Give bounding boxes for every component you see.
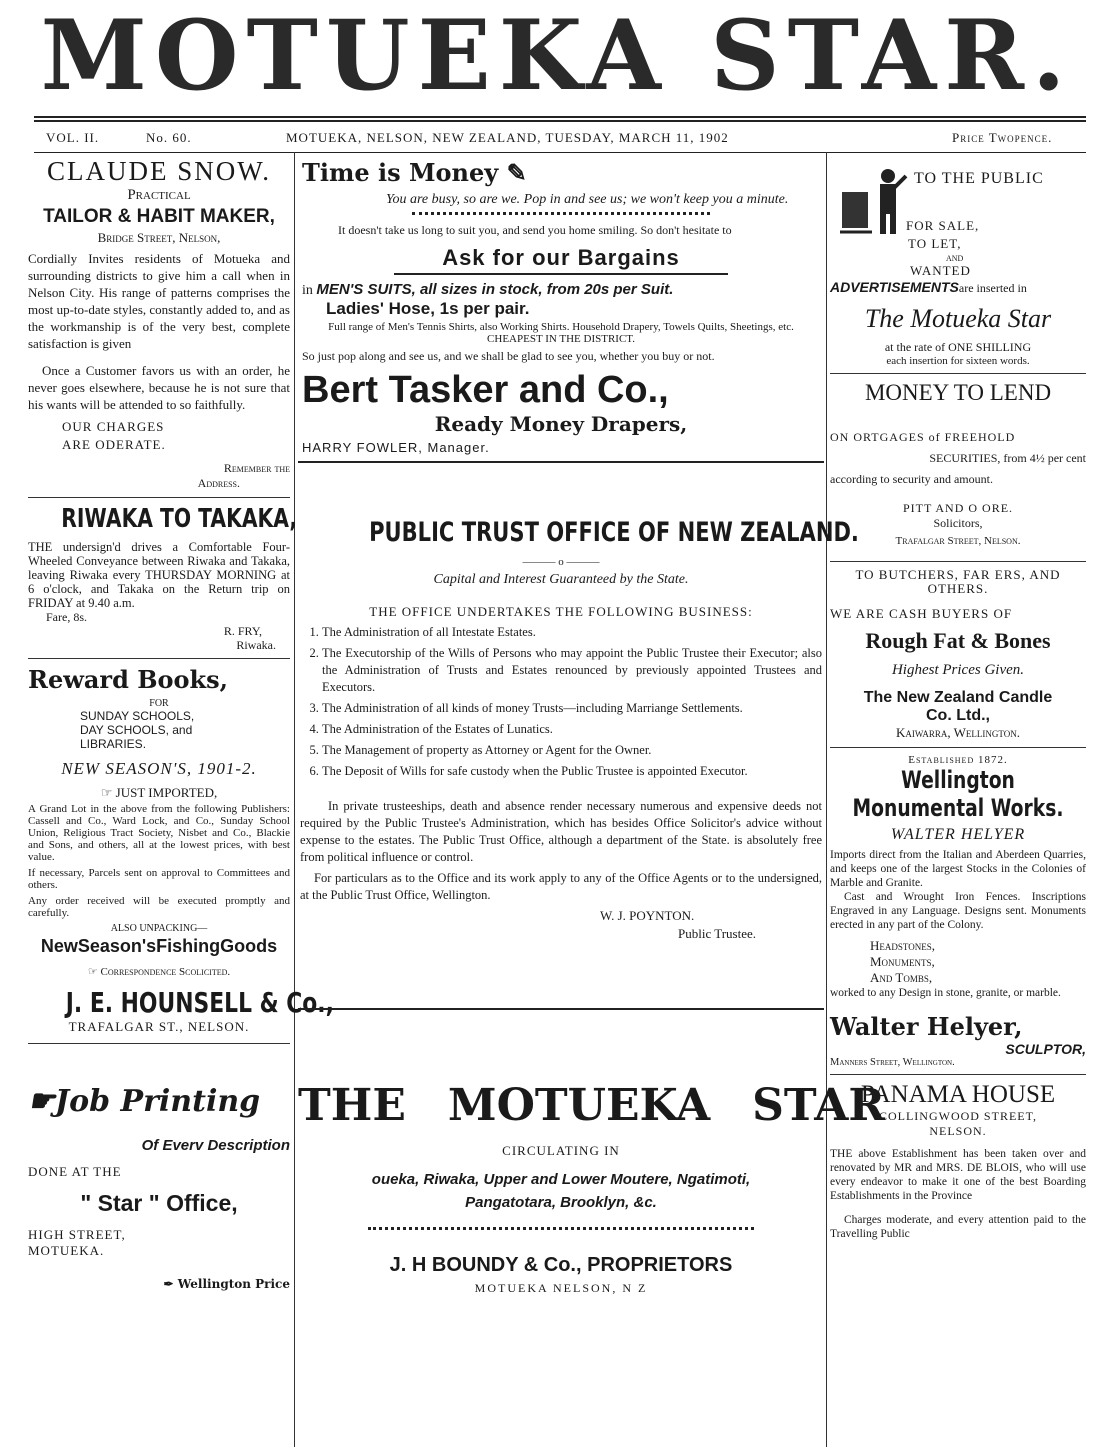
job-sub: Of Everv Description	[141, 1137, 290, 1154]
tasker-pop: So just pop along and see us, and we shall be glad to see you, whether you buy or not.	[302, 349, 715, 363]
column-left	[28, 152, 334, 1453]
public-l2: TO LET,	[908, 236, 962, 251]
money-street: Trafalgar Street, Nelson.	[895, 535, 1021, 547]
money-l1: ON ORTGAGES of FREEHOLD	[830, 430, 1016, 444]
ornament-rule	[368, 1227, 754, 1234]
sign-man-icon	[836, 162, 908, 238]
trust-sig2: Public Trustee.	[678, 926, 757, 941]
price: Price Twopence.	[952, 130, 1053, 145]
tasker-suits-in: in	[302, 283, 313, 298]
divider	[298, 461, 824, 463]
tasker-ask: Ask for our Bargains	[442, 245, 680, 270]
ornament-rule	[412, 212, 710, 219]
job-printing-ad	[28, 1084, 290, 1291]
mon-h1: Headstones,	[870, 938, 935, 953]
snow-charges2: ARE ODERATE.	[62, 437, 166, 452]
mon-owner: WALTER HELYER	[890, 826, 1026, 843]
star-the: THE	[298, 1080, 406, 1131]
tasker-p1: It doesn't take us long to suit you, and send you home smiling. So don't hesitate to	[338, 223, 732, 237]
public-l1: FOR SALE,	[906, 218, 980, 233]
star-address: MOTUEKA NELSON, N Z	[474, 1281, 648, 1295]
star-motueka: MOTUEKA	[447, 1080, 711, 1131]
books-parcels: If necessary, Parcels sent on approval to Committees and others.	[28, 867, 290, 891]
mon-body2: Cast and Wrought Iron Fences. Inscriptions Engraved in any Language. Designs sent. Monuments erected in any part of the Colony.	[830, 891, 1086, 931]
public-l4: WANTED	[910, 263, 971, 278]
snow-tailor: TAILOR & HABIT MAKER,	[43, 206, 275, 227]
tasker-range: Full range of Men's Tennis Shirts, also Working Shirts. Household Drapery, Towels Quilts, Sheetings, etc. CHEAPEST IN THE DISTRICT.	[328, 321, 794, 345]
public-adv: ADVERTISEMENTS	[830, 279, 959, 295]
pen-icon: ✎	[506, 158, 527, 187]
books-order: Any order received will be executed promptly and carefully.	[28, 895, 290, 919]
mon-sig: Walter Helyer,	[830, 1012, 1023, 1041]
pointing-hand-icon: ☞	[100, 785, 113, 800]
butchers-prices: Highest Prices Given.	[891, 662, 1025, 678]
butchers-co2: Co. Ltd.,	[926, 707, 990, 724]
money-firm: PITT AND O ORE.	[902, 501, 1014, 515]
tasker-lead: You are busy, so are we. Pop in and see us; we won't keep you a minute.	[386, 192, 789, 207]
divider	[298, 1008, 824, 1010]
trust-p2: For particulars as to the Office and its work apply to any of the Office Agents or to the undersigned, at the Public Trust Office, Wellington.	[300, 871, 822, 902]
mon-street: Manners Street, Wellington.	[830, 1057, 955, 1068]
issue-number: No. 60.	[146, 130, 192, 145]
trust-sub: Capital and Interest Guaranteed by the State.	[433, 572, 689, 587]
books-firm: J. E. HOUNSELL & Co.,	[65, 986, 334, 1019]
mon-title: Wellington Monumental Works.	[852, 766, 1064, 822]
books-l1: SUNDAY SCHOOLS,	[80, 709, 195, 723]
mon-sculptor: SCULPTOR,	[1005, 1041, 1086, 1057]
job-street: HIGH STREET,	[28, 1227, 126, 1242]
dateline	[34, 126, 1086, 150]
riwaka-takaka-ad	[28, 504, 298, 652]
star-star: STAR	[752, 1080, 885, 1131]
mon-h3: And Tombs,	[870, 970, 933, 985]
books-lot: A Grand Lot in the above from the following Publishers: Cassell and Co., Ward Lock, and Co., Sunday School Union, Religious Tract Society, Nisbet and Co., Blackie and Sons, and others, all at the lowest prices, with best value.	[28, 803, 290, 863]
job-office: " Star " Office,	[80, 1190, 238, 1216]
trust-item: 4. The Administration of the Estates of Lunatics.	[322, 721, 822, 738]
mon-worked: worked to any Design in stone, granite, or marble.	[830, 987, 1061, 999]
tasker-suits: MEN'S SUITS, all sizes in stock, from 20s per Suit.	[316, 281, 674, 298]
public-l3: AND	[946, 254, 964, 263]
trust-item: 3. The Administration of all kinds of money Trusts—including Marriange Settlements.	[322, 700, 822, 717]
star-proprietors: J. H BOUNDY & Co., PROPRIETORS	[389, 1254, 733, 1276]
column-right	[830, 152, 1086, 1453]
public-title: TO THE PUBLIC	[914, 170, 1044, 187]
public-trust-ad: PUBLIC TRUST OFFICE OF NEW ZEALAND. ——— o ——— Capital and Interest Guaranteed by the State. THE OFFICE UNDERTAKES THE FOLLOWING BUSINESS: 1. The Administration of all Intestate Estates. 2. The Executorship of the Wills of Persons who may appoint the Public Trustee their Executor; also the Administration of Trusts and Estates renounced by previously appointed Trustees and Executors. 3. The Administration of all kinds of money Trusts—including Marriange Settlements. 4. The Administration of the Estates of Lunatics. 5. The Management of property as Attorney or Agent for the Owner. 6. The Deposit of Wills for safe custody when the Public Trustee is appointed Executor. In private trusteeships, death and absence render necessary numerous and expensive deeds not required by the Public Trustee's Administration, which has besides Office Solicitor's advice without expense to the estates. The Public Trust Office, although a department of the State. is absolutely free from political influence or control. For particulars as to the Office and its work apply to any of the Office Agents or to the undersigned, at the Public Trust Office, Wellington. W. J. POYNTON. Public Trustee.	[298, 517, 824, 942]
books-season: NEW SEASON'S, 1901-2.	[61, 759, 257, 778]
riwaka-fare: Fare, 8s.	[46, 610, 87, 624]
trust-item: 1. The Administration of all Intestate Estates.	[322, 624, 822, 641]
masthead-rule	[34, 116, 1086, 118]
masthead-title: MOTUEKA STAR.	[40, 0, 1074, 112]
money-l2: SECURITIES, from 4½ per cent	[929, 451, 1086, 465]
column-divider-1	[294, 152, 295, 1447]
snow-charges1: OUR CHARGES	[62, 419, 165, 434]
monumental-works-ad	[830, 754, 1086, 1068]
trust-sig1: W. J. POYNTON.	[600, 908, 695, 923]
tasker-hose: Ladies' Hose, 1s per pair.	[326, 299, 530, 318]
star-circulating: CIRCULATING IN	[502, 1143, 620, 1158]
books-imported: JUST IMPORTED,	[115, 785, 218, 800]
panama-street: COLLINGWOOD STREET,	[878, 1109, 1038, 1123]
divider	[830, 373, 1086, 374]
pen-nib-icon: ✒	[163, 1277, 174, 1291]
job-title: Job Printing	[54, 1084, 261, 1119]
trust-p1: In private trusteeships, death and absence render necessary numerous and expensive deeds not required by the Public Trustee's Administration, which has besides Office Solicitor's advice without expense to the estates. The Public Trust Office, although a department of the State. is absolutely free from political influence or control.	[300, 799, 822, 864]
butchers-title: TO BUTCHERS, FAR ERS, AND OTHERS.	[855, 567, 1061, 596]
panama-town: NELSON.	[929, 1124, 987, 1138]
masthead-rule-2	[34, 120, 1086, 122]
trust-item: 5. The Management of property as Attorney or Agent for the Owner.	[322, 742, 822, 759]
tasker-sub: Ready Money Drapers,	[434, 412, 688, 436]
job-foot: Wellington Price	[177, 1277, 290, 1291]
snow-street: Bridge Street, Nelson,	[97, 230, 221, 245]
public-paper: The Motueka Star	[864, 304, 1052, 333]
snow-practical: Practical	[127, 187, 191, 203]
mon-body: Imports direct from the Italian and Aberdeen Quarries, and keeps one of the largest Stocks in the Colonies of Marble and Granite.	[830, 849, 1086, 889]
books-l3: LIBRARIES.	[80, 737, 147, 751]
job-town: MOTUEKA.	[28, 1243, 105, 1258]
bert-tasker-ad	[298, 158, 824, 455]
pointing-hand-icon: ☞	[87, 966, 98, 978]
job-done: DONE AT THE	[28, 1164, 122, 1179]
snow-remember1: Remember the	[223, 461, 290, 475]
riwaka-sig1: R. FRY,	[223, 624, 262, 638]
butchers-co3: Kaiwarra, Wellington.	[896, 725, 1020, 740]
mon-h2: Monuments,	[870, 954, 935, 969]
snow-name: CLAUDE SNOW.	[46, 156, 271, 186]
public-rate2: each insertion for sixteen words.	[886, 355, 1030, 367]
books-for: FOR	[149, 698, 169, 709]
column-divider-2	[826, 152, 827, 1447]
tasker-manager: HARRY FOWLER, Manager.	[302, 440, 490, 455]
butchers-fat: Rough Fat & Bones	[865, 628, 1051, 653]
mon-est: Established 1872.	[908, 754, 1008, 766]
trust-divider: o	[558, 556, 564, 568]
pointing-hand-icon: ☛	[28, 1084, 55, 1119]
ask-underline	[394, 273, 728, 275]
column-center	[298, 152, 885, 1453]
masthead	[0, 0, 1114, 112]
money-title: MONEY TO LEND	[864, 380, 1052, 405]
butchers-co1: The New Zealand Candle	[863, 689, 1053, 706]
books-title: Reward Books,	[28, 665, 229, 694]
to-the-public-ad	[830, 152, 1086, 367]
riwaka-title: RIWAKA TO TAKAKA,	[61, 504, 298, 534]
panama-body: THE above Establishment has been taken over and renovated by MR and MRS. DE BLOIS, who will use every endeavor to make it one of the best Boarding Establishments in the Province	[830, 1148, 1086, 1202]
money-l3: according to security and amount.	[830, 472, 993, 486]
snow-body: Cordially Invites residents of Motueka and surrounding districts to give him a call when in Nelson City. His range of patterns comprises the most up-to-date styles, constantly added to, and as the workmanship is of the very best, complete satisfaction is given	[28, 251, 290, 351]
reward-books-ad	[28, 665, 334, 1035]
riwaka-sig2: Riwaka.	[236, 638, 276, 652]
riwaka-body: THE undersign'd drives a Comfortable Four-Wheeled Conveyance between Riwaka and Takaka, leaving Riwaka every THURSDAY MORNING at 6 o'clock, and Takaka on the Return trip on FRIDAY at 9.40 a.m.	[28, 540, 290, 610]
claude-snow-ad	[28, 156, 290, 491]
snow-body2: Once a Customer favors us with an order, he never goes elsewhere, because he is not sure that his wants will be attended to so faithfully.	[28, 363, 290, 412]
place-date: MOTUEKA, NELSON, NEW ZEALAND, TUESDAY, MARCH 11, 1902	[286, 130, 729, 145]
public-adv-rest: are inserted in	[958, 281, 1027, 295]
trust-item: 2. The Executorship of the Wills of Persons who may appoint the Public Trustee their Executor; also the Administration of Trusts and Estates renounced by previously appointed Trustees and Executors.	[322, 645, 822, 696]
tasker-title: Time is Money	[302, 158, 499, 187]
trust-title: PUBLIC TRUST OFFICE OF NEW ZEALAND.	[369, 517, 859, 548]
butchers-ad	[830, 568, 1086, 741]
divider	[28, 497, 290, 498]
butchers-cash: WE ARE CASH BUYERS OF	[830, 606, 1013, 621]
money-solicitors: Solicitors,	[933, 516, 983, 530]
divider	[28, 1043, 290, 1044]
tasker-firm: Bert Tasker and Co.,	[302, 369, 669, 411]
star-places1: oueka, Riwaka, Upper and Lower Moutere, Ngatimoti,	[371, 1171, 751, 1188]
divider	[830, 747, 1086, 748]
books-fishing: NewSeason'sFishingGoods	[40, 936, 278, 956]
star-places2: Pangatotara, Brooklyn, &c.	[465, 1194, 657, 1211]
divider	[28, 658, 290, 659]
books-also: ALSO UNPACKING—	[110, 923, 208, 934]
books-address: TRAFALGAR ST., NELSON.	[68, 1019, 250, 1034]
trust-lead: THE OFFICE UNDERTAKES THE FOLLOWING BUSINESS:	[369, 604, 753, 619]
motueka-star-ad	[298, 1080, 885, 1296]
trust-item: 6. The Deposit of Wills for safe custody when the Public Trustee is appointed Executor.	[322, 763, 822, 780]
panama-body2: Charges moderate, and every attention paid to the Travelling Public	[830, 1214, 1086, 1240]
panama-house-ad	[830, 1081, 1086, 1241]
public-rate1: at the rate of ONE SHILLING	[884, 340, 1032, 354]
money-to-lend-ad	[830, 380, 1086, 547]
snow-remember2: Address.	[197, 476, 240, 490]
panama-title: PANAMA HOUSE	[860, 1081, 1056, 1108]
trust-list	[300, 624, 822, 780]
books-correspondence: Correspondence Scolicited.	[100, 966, 231, 978]
books-l2: DAY SCHOOLS, and	[80, 723, 193, 737]
divider	[830, 1074, 1086, 1075]
volume: VOL. II.	[46, 130, 100, 145]
divider	[830, 561, 1086, 562]
